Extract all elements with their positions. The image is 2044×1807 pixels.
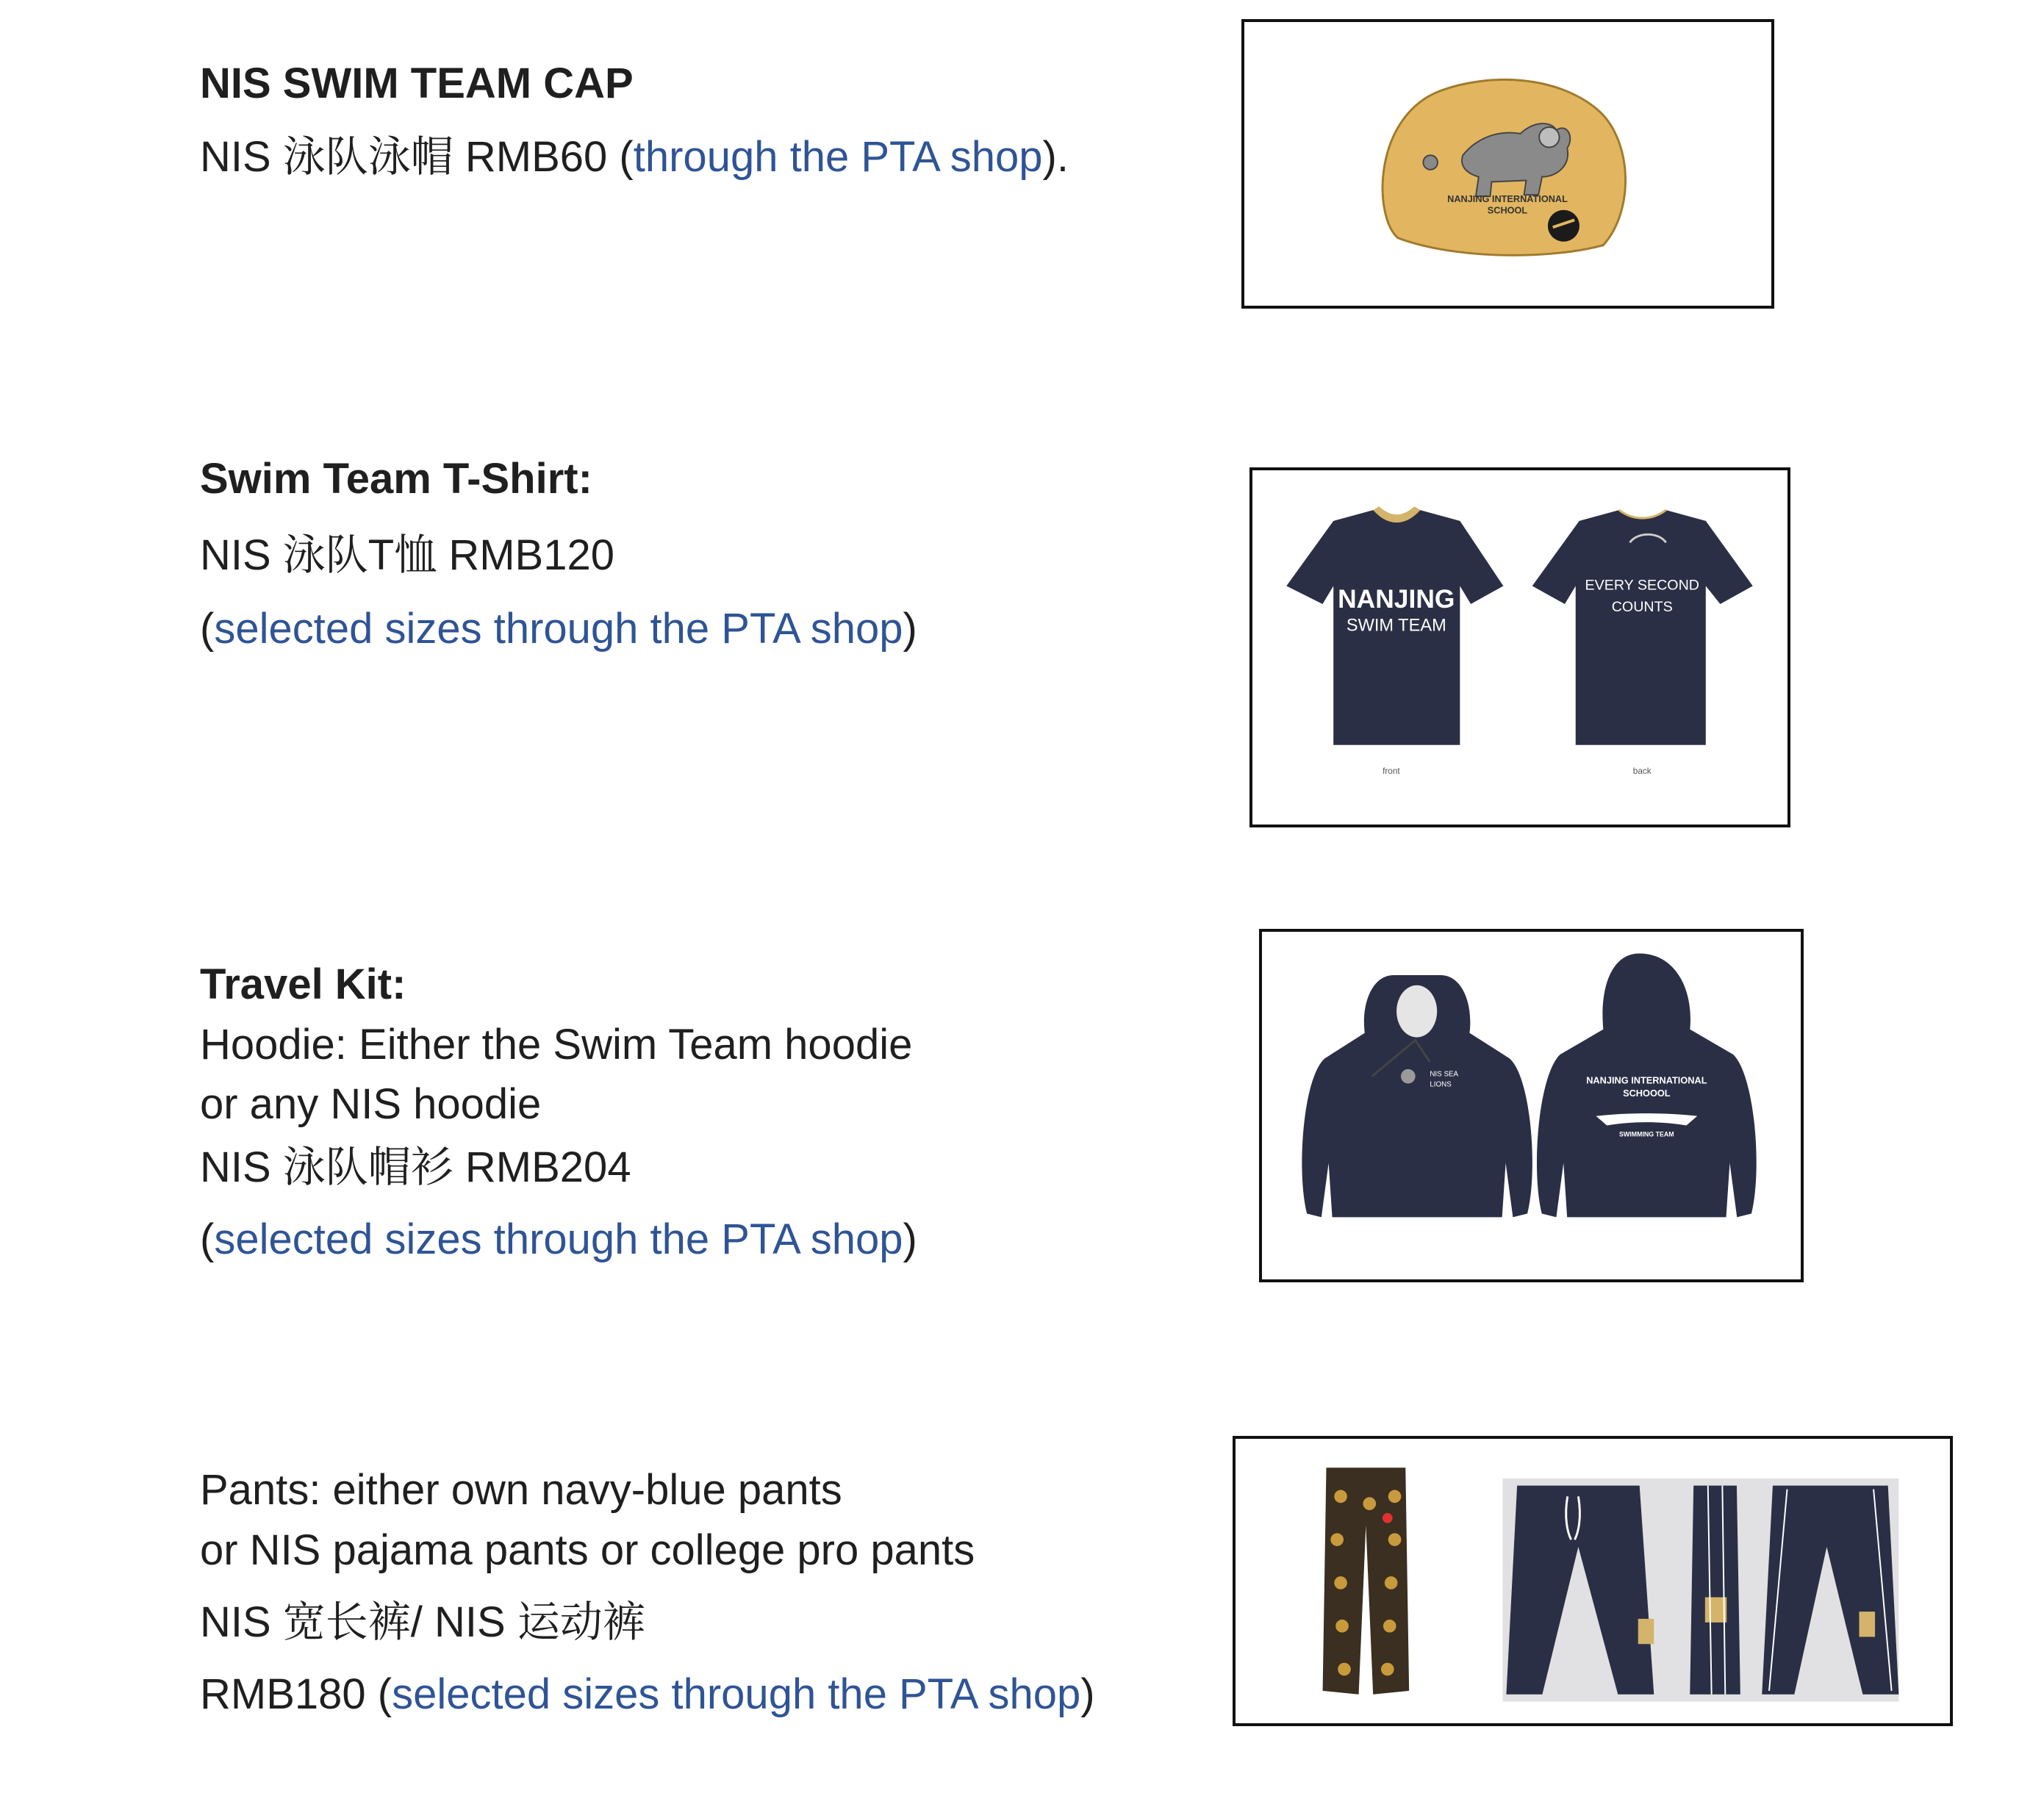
hoodie-back <box>1537 954 1757 1218</box>
brand-logo-icon <box>1383 1513 1393 1523</box>
cap-school-name-2: SCHOOL <box>1487 204 1528 216</box>
pants-pta-shop-link[interactable]: selected sizes through the PTA shop <box>392 1670 1081 1718</box>
hoodie-back-text-1: NANJING INTERNATIONAL <box>1586 1074 1707 1086</box>
travel-hoodie-line-1: Hoodie: Either the Swim Team hoodie <box>200 1021 913 1068</box>
tshirt-back <box>1532 510 1753 776</box>
pants-price-text: RMB180 ( <box>200 1670 392 1718</box>
tshirt-shop-line <box>200 606 1214 653</box>
travel-shop-close-paren: ) <box>903 1215 917 1263</box>
pants-section <box>200 1467 1214 1718</box>
travel-kit-section <box>200 961 1214 1263</box>
travel-hoodie-line-2: or any NIS hoodie <box>200 1080 542 1128</box>
cap-pta-shop-link[interactable]: through the PTA shop <box>633 133 1043 181</box>
tshirt-title: Swim Team T-Shirt: <box>200 455 592 503</box>
hoodie-back-text-3: SWIMMING TEAM <box>1619 1130 1674 1138</box>
pants-shop-line <box>200 1671 1214 1718</box>
hoodie-front-text-2: LIONS <box>1430 1080 1452 1089</box>
travel-shop-line <box>200 1216 1214 1263</box>
pants-illustration <box>1236 1439 1950 1723</box>
tshirt-back-caption: back <box>1632 766 1652 777</box>
hoodie-back-text-2: SCHOOOL <box>1623 1088 1671 1099</box>
cap-image <box>1241 19 1774 309</box>
cap-school-name-1: NANJING INTERNATIONAL <box>1447 193 1568 204</box>
tshirt-pta-shop-link[interactable]: selected sizes through the PTA shop <box>214 605 903 653</box>
tshirt-price-line: NIS 泳队T恤 RMB120 <box>200 531 614 579</box>
pants-image <box>1233 1436 1953 1726</box>
hoodie-image <box>1259 929 1804 1282</box>
swim-cap-illustration <box>1244 22 1771 306</box>
hoodie-front <box>1302 975 1532 1217</box>
travel-kit-title: Travel Kit: <box>200 960 406 1008</box>
tshirt-back-text-2: COUNTS <box>1611 598 1673 615</box>
tshirt-shop-open-paren: ( <box>200 605 215 653</box>
tshirt-front-text-1: NANJING <box>1338 583 1455 614</box>
travel-pta-shop-link[interactable]: selected sizes through the PTA shop <box>214 1215 903 1263</box>
lion-emblem-icon <box>1401 1069 1416 1084</box>
tshirt-front-caption: front <box>1383 766 1400 777</box>
travel-shop-open-paren: ( <box>200 1215 215 1263</box>
pants-line-2: or NIS pajama pants or college pro pants <box>200 1526 975 1574</box>
tshirt-front-text-2: SWIM TEAM <box>1346 616 1446 636</box>
tshirt-back-text-1: EVERY SECOND <box>1585 577 1699 594</box>
tshirt-section <box>200 456 1214 653</box>
pants-shop-close-paren: ) <box>1080 1670 1095 1718</box>
hoodie-front-text-1: NIS SEA <box>1430 1070 1459 1079</box>
cap-price-text: NIS 泳队泳帽 RMB60 ( <box>200 133 634 181</box>
tshirt-front <box>1286 506 1503 776</box>
pajama-pants <box>1323 1467 1410 1695</box>
tshirt-image <box>1249 467 1790 827</box>
pants-line-1: Pants: either own navy-blue pants <box>200 1466 842 1514</box>
pants-price-line-cn: NIS 宽长裤/ NIS 运动裤 <box>200 1598 645 1646</box>
cap-title: NIS SWIM TEAM CAP <box>200 60 634 107</box>
cap-section <box>200 60 1214 181</box>
travel-hoodie-price-line: NIS 泳队帽衫 RMB204 <box>200 1143 631 1191</box>
cap-price-suffix: ). <box>1042 133 1069 181</box>
tshirt-shop-close-paren: ) <box>903 605 917 653</box>
cap-price-line <box>200 134 1214 181</box>
hoodie-illustration <box>1262 932 1801 1279</box>
brand-badge-icon <box>1548 210 1579 242</box>
tshirt-illustration <box>1252 470 1787 825</box>
